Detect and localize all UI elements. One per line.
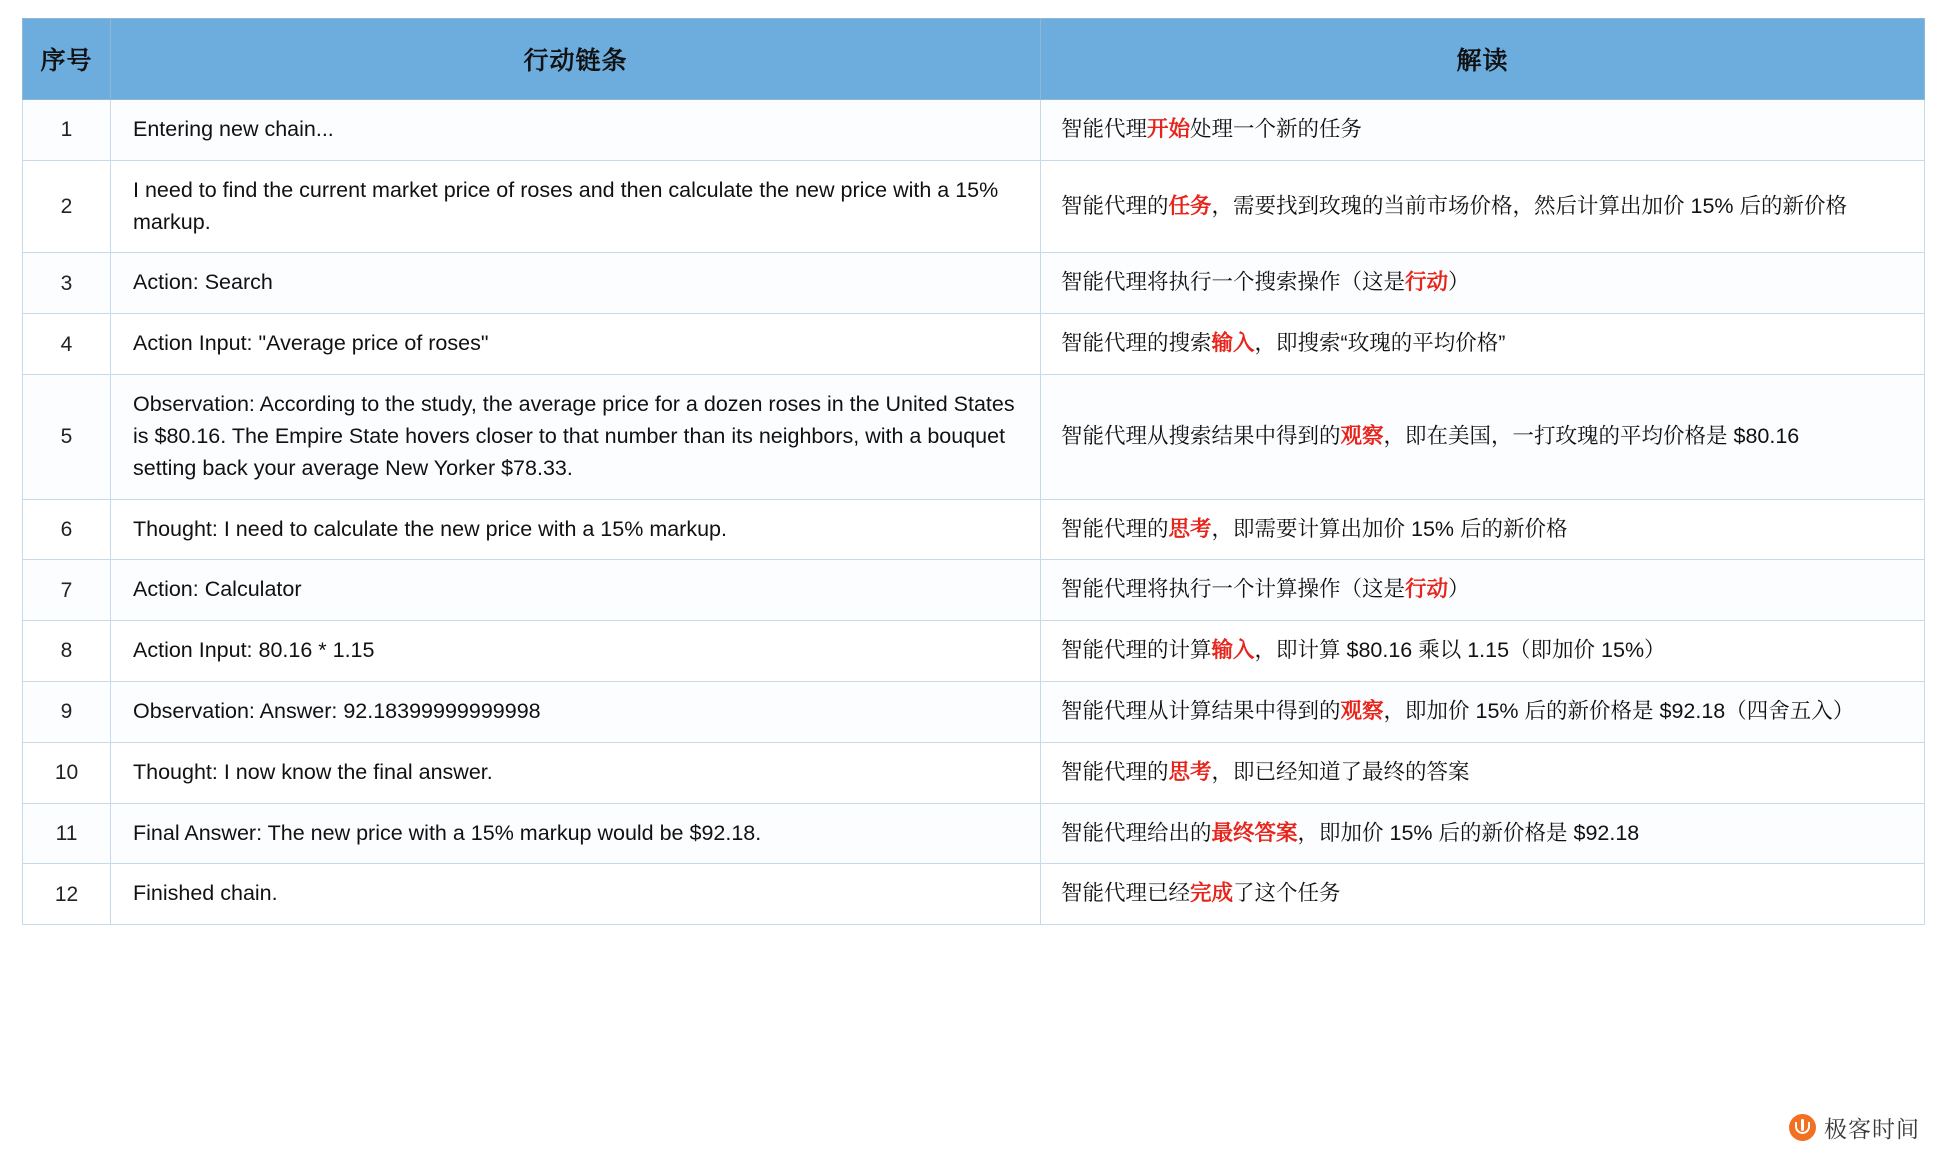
- reading-segment: ，即加价 15% 后的新价格是 $92.18: [1297, 820, 1640, 845]
- brand-name: 极客时间: [1824, 1116, 1920, 1142]
- reading-segment: 智能代理将执行一个搜索操作（这是: [1061, 270, 1406, 295]
- table-row: [23, 314, 1925, 375]
- action-chain-table: [22, 18, 1925, 925]
- reading-segment: ，即需要计算出加价 15% 后的新价格: [1211, 516, 1568, 541]
- column-header-reading: 解读: [1041, 19, 1925, 100]
- reading-keyword: 最终答案: [1211, 820, 1298, 845]
- reading-segment: 智能代理已经: [1061, 881, 1191, 906]
- row-index: 4: [23, 314, 111, 375]
- row-index: 3: [23, 253, 111, 314]
- reading-segment: 智能代理的: [1061, 193, 1169, 218]
- row-reading-text: [1041, 314, 1925, 375]
- reading-segment: ，需要找到玫瑰的当前市场价格，然后计算出加价 15% 后的新价格: [1211, 193, 1848, 218]
- row-index: 7: [23, 560, 111, 621]
- reading-keyword: 思考: [1168, 759, 1212, 784]
- reading-segment: 智能代理的搜索: [1061, 331, 1212, 356]
- table-row: [23, 499, 1925, 560]
- reading-segment: ，即搜索“玫瑰的平均价格”: [1254, 331, 1506, 356]
- reading-keyword: 观察: [1340, 423, 1384, 448]
- row-index: 9: [23, 681, 111, 742]
- reading-segment: ，即计算 $80.16 乘以 1.15（即加价 15%）: [1254, 638, 1666, 663]
- row-index: 8: [23, 621, 111, 682]
- reading-segment: 智能代理的: [1061, 759, 1169, 784]
- row-chain-text: Action Input: 80.16 * 1.15: [111, 621, 1041, 682]
- row-index: 11: [23, 803, 111, 864]
- reading-segment: 处理一个新的任务: [1190, 117, 1363, 141]
- reading-keyword: 行动: [1405, 577, 1449, 602]
- row-chain-text: I need to find the current market price of roses and then calculate the new price with a 15% markup.: [111, 160, 1041, 253]
- reading-segment: ，即加价 15% 后的新价格是 $92.18（四舍五入）: [1383, 698, 1855, 723]
- reading-segment: 智能代理的计算: [1061, 638, 1212, 663]
- row-reading-text: [1041, 803, 1925, 864]
- table-row: [23, 253, 1925, 314]
- row-chain-text: Final Answer: The new price with a 15% markup would be $92.18.: [111, 803, 1041, 864]
- row-chain-text: Entering new chain...: [111, 100, 1041, 161]
- row-index: 6: [23, 499, 111, 560]
- table-row: [23, 160, 1925, 253]
- column-header-chain: 行动链条: [111, 19, 1041, 100]
- row-chain-text: Observation: According to the study, the average price for a dozen roses in the United States is $80.16. The Empire State hovers closer to that number than its neighbors, with a bouquet setting back your average New Yorker $78.33.: [111, 375, 1041, 499]
- row-reading-text: [1041, 560, 1925, 621]
- row-reading-text: [1041, 160, 1925, 253]
- row-chain-text: Observation: Answer: 92.18399999999998: [111, 681, 1041, 742]
- reading-segment: ）: [1448, 270, 1470, 295]
- reading-keyword: 行动: [1405, 270, 1449, 295]
- reading-keyword: 任务: [1168, 193, 1212, 218]
- row-reading-text: [1041, 375, 1925, 499]
- table-row: [23, 742, 1925, 803]
- reading-segment: 智能代理的: [1061, 516, 1169, 541]
- reading-segment: 智能代理: [1061, 117, 1148, 141]
- table-row: [23, 375, 1925, 499]
- reading-segment: 智能代理从搜索结果中得到的: [1061, 423, 1341, 448]
- row-index: 2: [23, 160, 111, 253]
- reading-keyword: 开始: [1147, 117, 1191, 141]
- reading-segment: ，即已经知道了最终的答案: [1211, 759, 1470, 784]
- row-chain-text: Thought: I now know the final answer.: [111, 742, 1041, 803]
- row-chain-text: Finished chain.: [111, 864, 1041, 925]
- brand-footer: [1789, 1111, 1920, 1144]
- row-index: 10: [23, 742, 111, 803]
- table-header: [23, 19, 1925, 100]
- reading-keyword: 输入: [1211, 331, 1255, 356]
- row-chain-text: Action: Search: [111, 253, 1041, 314]
- row-reading-text: [1041, 100, 1925, 161]
- reading-segment: ）: [1448, 577, 1470, 602]
- row-index: 12: [23, 864, 111, 925]
- table-row: [23, 803, 1925, 864]
- reading-segment: ，即在美国，一打玫瑰的平均价格是 $80.16: [1383, 423, 1800, 448]
- table-row: [23, 621, 1925, 682]
- row-reading-text: [1041, 253, 1925, 314]
- table-row: [23, 864, 1925, 925]
- row-index: 1: [23, 100, 111, 161]
- column-header-index: 序号: [23, 19, 111, 100]
- table-header-row: [23, 19, 1925, 100]
- reading-keyword: 输入: [1211, 638, 1255, 663]
- row-chain-text: Thought: I need to calculate the new price with a 15% markup.: [111, 499, 1041, 560]
- reading-segment: 智能代理从计算结果中得到的: [1061, 698, 1341, 723]
- row-index: 5: [23, 375, 111, 499]
- table-body: [23, 100, 1925, 925]
- table-row: [23, 681, 1925, 742]
- row-chain-text: Action Input: "Average price of roses": [111, 314, 1041, 375]
- reading-keyword: 思考: [1168, 516, 1212, 541]
- reading-segment: 智能代理将执行一个计算操作（这是: [1061, 577, 1406, 602]
- reading-keyword: 完成: [1190, 881, 1234, 906]
- row-reading-text: [1041, 742, 1925, 803]
- row-reading-text: [1041, 681, 1925, 742]
- reading-segment: 了这个任务: [1233, 881, 1341, 906]
- geek-time-logo-icon: [1789, 1114, 1816, 1141]
- row-reading-text: [1041, 864, 1925, 925]
- reading-segment: 智能代理给出的: [1061, 820, 1212, 845]
- row-reading-text: [1041, 499, 1925, 560]
- table-row: [23, 100, 1925, 161]
- row-reading-text: [1041, 621, 1925, 682]
- table-row: [23, 560, 1925, 621]
- reading-keyword: 观察: [1340, 698, 1384, 723]
- row-chain-text: Action: Calculator: [111, 560, 1041, 621]
